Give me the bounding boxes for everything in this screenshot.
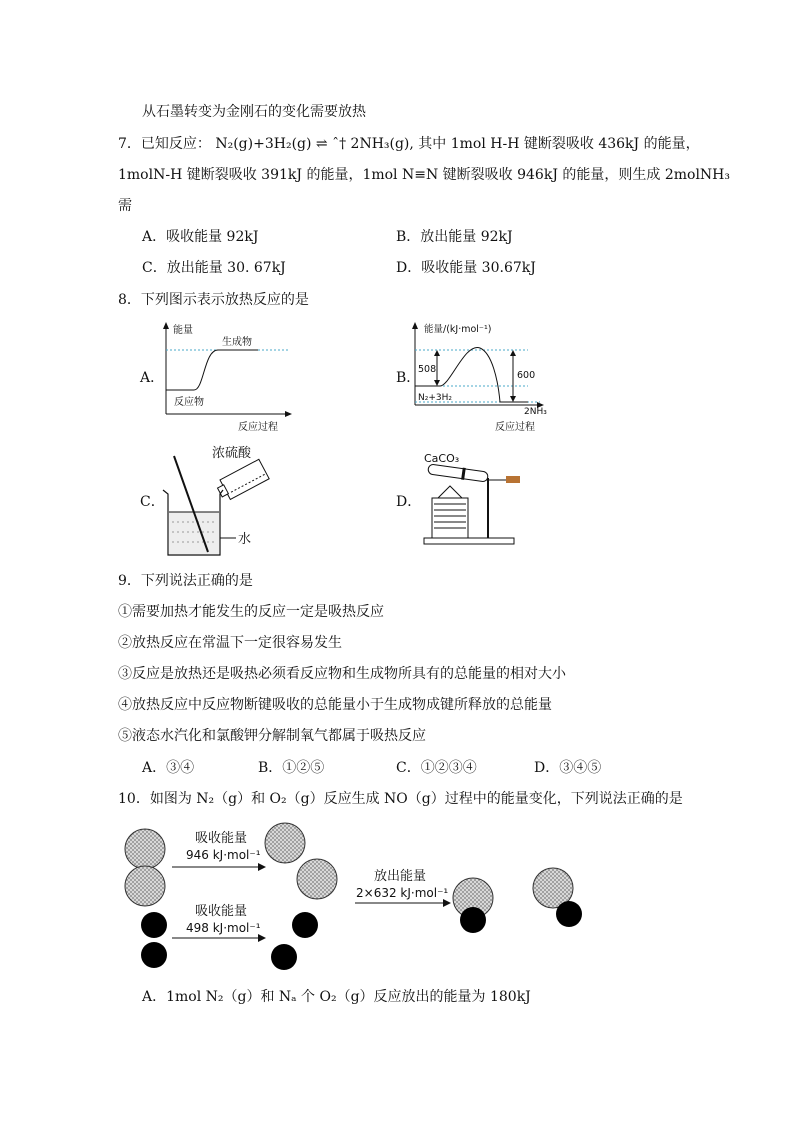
q9-stem: 9．下列说法正确的是 — [118, 573, 253, 589]
q8-label-a[interactable]: A． — [140, 370, 165, 386]
arrow1-label: 吸收能量 — [195, 831, 248, 846]
q9-option-b[interactable]: B．①②⑤ — [258, 760, 325, 776]
free-n-atom-1 — [265, 823, 305, 863]
arrow3-label: 放出能量 — [374, 869, 427, 884]
fig-a-bottom-label: 反应物 — [174, 397, 204, 408]
q8-label-b[interactable]: B． — [396, 370, 421, 386]
arrow1-value: 946 kJ·mol⁻¹ — [186, 848, 261, 862]
fig-a-y-label: 能量 — [173, 325, 193, 336]
q8-label-c[interactable]: C． — [140, 494, 165, 510]
n-atom-2 — [125, 866, 165, 906]
q8-label-d[interactable]: D． — [396, 494, 422, 510]
o-atom-1 — [141, 912, 167, 938]
q9-option-c[interactable]: C．①②③④ — [396, 760, 477, 776]
fig-d-label: CaCO₃ — [424, 452, 460, 465]
q8-stem: 8．下列图示表示放热反应的是 — [118, 292, 309, 308]
q7-option-a[interactable]: A．吸收能量 92kJ — [142, 229, 259, 245]
q9-statement-3: ③反应是放热还是吸热必须看反应物和生成物所具有的总能量的相对大小 — [118, 666, 566, 682]
o-atom-2 — [141, 942, 167, 968]
fig-a-top-label: 生成物 — [222, 337, 252, 348]
fig-b-reactants: N₂+3H₂ — [418, 393, 452, 403]
fig-b-y-label: 能量/(kJ·mol⁻¹) — [424, 324, 492, 335]
fig-b-x-label: 反应过程 — [495, 422, 535, 433]
free-o-atom-1 — [292, 912, 318, 938]
fig-c-acid-label: 浓硫酸 — [212, 446, 252, 461]
q8-figure-d — [418, 448, 528, 548]
free-n-atom-2 — [297, 859, 337, 899]
fig-b-products: 2NH₃ — [524, 407, 547, 417]
q9-statement-4: ④放热反应中反应物断键吸收的总能量小于生成物成键所释放的总能量 — [118, 697, 552, 713]
q10-energy-diagram — [110, 815, 610, 980]
q8-figure-c — [160, 440, 280, 565]
n-atom-1 — [125, 829, 165, 869]
q7-stem-line2: 1molN-H 键断裂吸收 391kJ 的能量，1mol N≡N 键断裂吸收 946kJ 的能量，则生成 2molNH₃ — [118, 167, 730, 183]
arrow2-value: 498 kJ·mol⁻¹ — [186, 921, 261, 935]
q9-option-a[interactable]: A．③④ — [142, 760, 195, 776]
q10-stem: 10．如图为 N₂（g）和 O₂（g）反应生成 NO（g）过程中的能量变化，下列说法正确的是 — [118, 791, 683, 807]
q7-stem-line1: 7．已知反应： N₂(g)+3H₂(g) ⇌ ˆ† 2NH₃(g), 其中 1mol H-H 键断裂吸收 436kJ 的能量， — [118, 136, 700, 152]
fig-b-right-value: 600 — [517, 370, 536, 381]
q8-figure-b — [410, 320, 560, 435]
no2-o-atom — [556, 901, 582, 927]
q7-option-c[interactable]: C．放出能量 30. 67kJ — [142, 260, 286, 276]
q8-figure-a — [160, 320, 300, 435]
fig-c-water-label: 水 — [238, 532, 252, 547]
fig-b-left-value: 508 — [418, 364, 437, 375]
arrow2-label: 吸收能量 — [195, 904, 248, 919]
q9-statement-5: ⑤液态水汽化和氯酸钾分解制氧气都属于吸热反应 — [118, 728, 426, 744]
q7-option-d[interactable]: D．吸收能量 30.67kJ — [396, 260, 536, 276]
q7-stem-line3: 需 — [118, 198, 132, 214]
q9-statement-2: ②放热反应在常温下一定很容易发生 — [118, 635, 342, 651]
free-o-atom-2 — [271, 944, 297, 970]
q6-carry-line: 从石墨转变为金刚石的变化需要放热 — [142, 104, 366, 120]
q10-option-a[interactable]: A．1mol N₂（g）和 Nₐ 个 O₂（g）反应放出的能量为 180kJ — [142, 989, 531, 1005]
q9-statement-1: ①需要加热才能发生的反应一定是吸热反应 — [118, 604, 384, 620]
q7-option-b[interactable]: B．放出能量 92kJ — [396, 229, 513, 245]
fig-a-x-label: 反应过程 — [238, 422, 278, 433]
arrow3-value: 2×632 kJ·mol⁻¹ — [356, 886, 449, 900]
no1-o-atom — [460, 907, 486, 933]
q9-option-d[interactable]: D．③④⑤ — [534, 760, 602, 776]
